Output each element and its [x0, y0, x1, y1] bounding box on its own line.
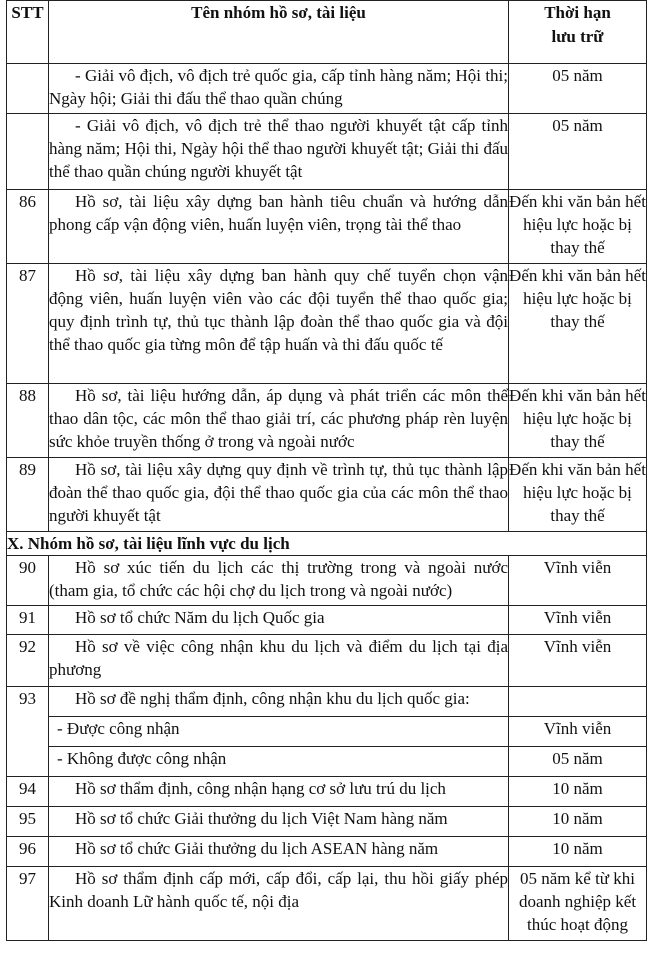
row-name: - Giải vô địch, vô địch trẻ thể thao người khuyết tật cấp tỉnh hàng năm; Hội thi, Ngày hội thể thao người khuyết tật; Giải thi đấu thể thao quần chúng người khuyết tật: [49, 114, 509, 190]
table-row: [7, 264, 647, 384]
table-row: [7, 777, 647, 807]
row-stt: 90: [7, 556, 49, 606]
row-stt: 86: [7, 190, 49, 264]
row-stt: [7, 114, 49, 190]
table-row: [7, 556, 647, 606]
row-name: Hồ sơ thẩm định, công nhận hạng cơ sở lưu trú du lịch: [49, 777, 509, 807]
row-name: Hồ sơ xúc tiến du lịch các thị trường trong và ngoài nước (tham gia, tổ chức các hội chợ du lịch trong và ngoài nước): [49, 556, 509, 606]
row-name: Hồ sơ tổ chức Năm du lịch Quốc gia: [49, 606, 509, 635]
row-period: Đến khi văn bản hết hiệu lực hoặc bị thay thế: [509, 384, 647, 458]
table-subrow: [7, 717, 647, 747]
row-name: - Giải vô địch, vô địch trẻ quốc gia, cấp tỉnh hàng năm; Hội thi; Ngày hội; Giải thi đấu thể thao quần chúng: [49, 64, 509, 114]
row-name: Hồ sơ tổ chức Giải thưởng du lịch Việt Nam hàng năm: [49, 807, 509, 837]
retention-table: [6, 0, 647, 941]
table-row: [7, 384, 647, 458]
row-stt: 96: [7, 837, 49, 867]
row-name: Hồ sơ về việc công nhận khu du lịch và điểm du lịch tại địa phương: [49, 635, 509, 687]
row-stt: 95: [7, 807, 49, 837]
subrow-name: - Được công nhận: [49, 717, 509, 747]
table-row: [7, 114, 647, 190]
section-title: X. Nhóm hồ sơ, tài liệu lĩnh vực du lịch: [7, 532, 647, 556]
row-period: [509, 687, 647, 717]
header-period: [509, 1, 647, 64]
row-stt: 92: [7, 635, 49, 687]
row-name: Hồ sơ, tài liệu xây dựng quy định về trình tự, thủ tục thành lập đoàn thể thao quốc gia, đội thể thao quốc gia của các môn thể thao người khuyết tật: [49, 458, 509, 532]
row-stt: 97: [7, 867, 49, 941]
section-row: [7, 532, 647, 556]
row-stt: 93: [7, 687, 49, 777]
table-row: [7, 606, 647, 635]
row-stt: 91: [7, 606, 49, 635]
row-period: 10 năm: [509, 777, 647, 807]
row-period: 10 năm: [509, 807, 647, 837]
header-period-line2: lưu trữ: [551, 27, 604, 46]
row-period: Vĩnh viễn: [509, 556, 647, 606]
row-name: Hồ sơ thẩm định cấp mới, cấp đổi, cấp lại, thu hồi giấy phép Kinh doanh Lữ hành quốc tế, nội địa: [49, 867, 509, 941]
row-name: Hồ sơ, tài liệu xây dựng ban hành quy chế tuyển chọn vận động viên, huấn luyện viên vào các đội tuyển thể thao quốc gia; quy định trình tự, thủ tục thành lập đoàn thể thao quốc gia và đội thể thao quốc gia từng môn để tập huấn và thi đấu quốc tế: [49, 264, 509, 384]
subrow-period: Vĩnh viễn: [509, 717, 647, 747]
table-row: [7, 837, 647, 867]
row-stt: 88: [7, 384, 49, 458]
row-stt: [7, 64, 49, 114]
row-name: Hồ sơ tổ chức Giải thưởng du lịch ASEAN hàng năm: [49, 837, 509, 867]
header-name: Tên nhóm hồ sơ, tài liệu: [49, 1, 509, 64]
row-period: Vĩnh viễn: [509, 606, 647, 635]
row-period: Đến khi văn bản hết hiệu lực hoặc bị thay thế: [509, 264, 647, 384]
table-row: [7, 64, 647, 114]
table-row: [7, 867, 647, 941]
row-period: Đến khi văn bản hết hiệu lực hoặc bị thay thế: [509, 190, 647, 264]
subrow-name: - Không được công nhận: [49, 747, 509, 777]
table-row: [7, 635, 647, 687]
row-period: Đến khi văn bản hết hiệu lực hoặc bị thay thế: [509, 458, 647, 532]
row-period: 05 năm kể từ khi doanh nghiệp kết thúc hoạt động: [509, 867, 647, 941]
row-name: Hồ sơ, tài liệu xây dựng ban hành tiêu chuẩn và hướng dẫn phong cấp vận động viên, huấn luyện viên, trọng tài thể thao: [49, 190, 509, 264]
row-stt: 89: [7, 458, 49, 532]
table-subrow: [7, 747, 647, 777]
header-stt: STT: [7, 1, 49, 64]
row-stt: 94: [7, 777, 49, 807]
row-name: Hồ sơ, tài liệu hướng dẫn, áp dụng và phát triển các môn thể thao dân tộc, các môn thể thao giải trí, các phương pháp rèn luyện sức khỏe truyền thống ở trong và ngoài nước: [49, 384, 509, 458]
table-row: [7, 190, 647, 264]
row-name: Hồ sơ đề nghị thẩm định, công nhận khu du lịch quốc gia:: [49, 687, 509, 717]
row-stt: 87: [7, 264, 49, 384]
row-period: 05 năm: [509, 114, 647, 190]
row-period: 05 năm: [509, 64, 647, 114]
subrow-period: 05 năm: [509, 747, 647, 777]
table-row: [7, 687, 647, 717]
header-period-line1: Thời hạn: [544, 3, 611, 22]
header-row: [7, 1, 647, 64]
table-row: [7, 458, 647, 532]
table-row: [7, 807, 647, 837]
row-period: Vĩnh viễn: [509, 635, 647, 687]
row-period: 10 năm: [509, 837, 647, 867]
